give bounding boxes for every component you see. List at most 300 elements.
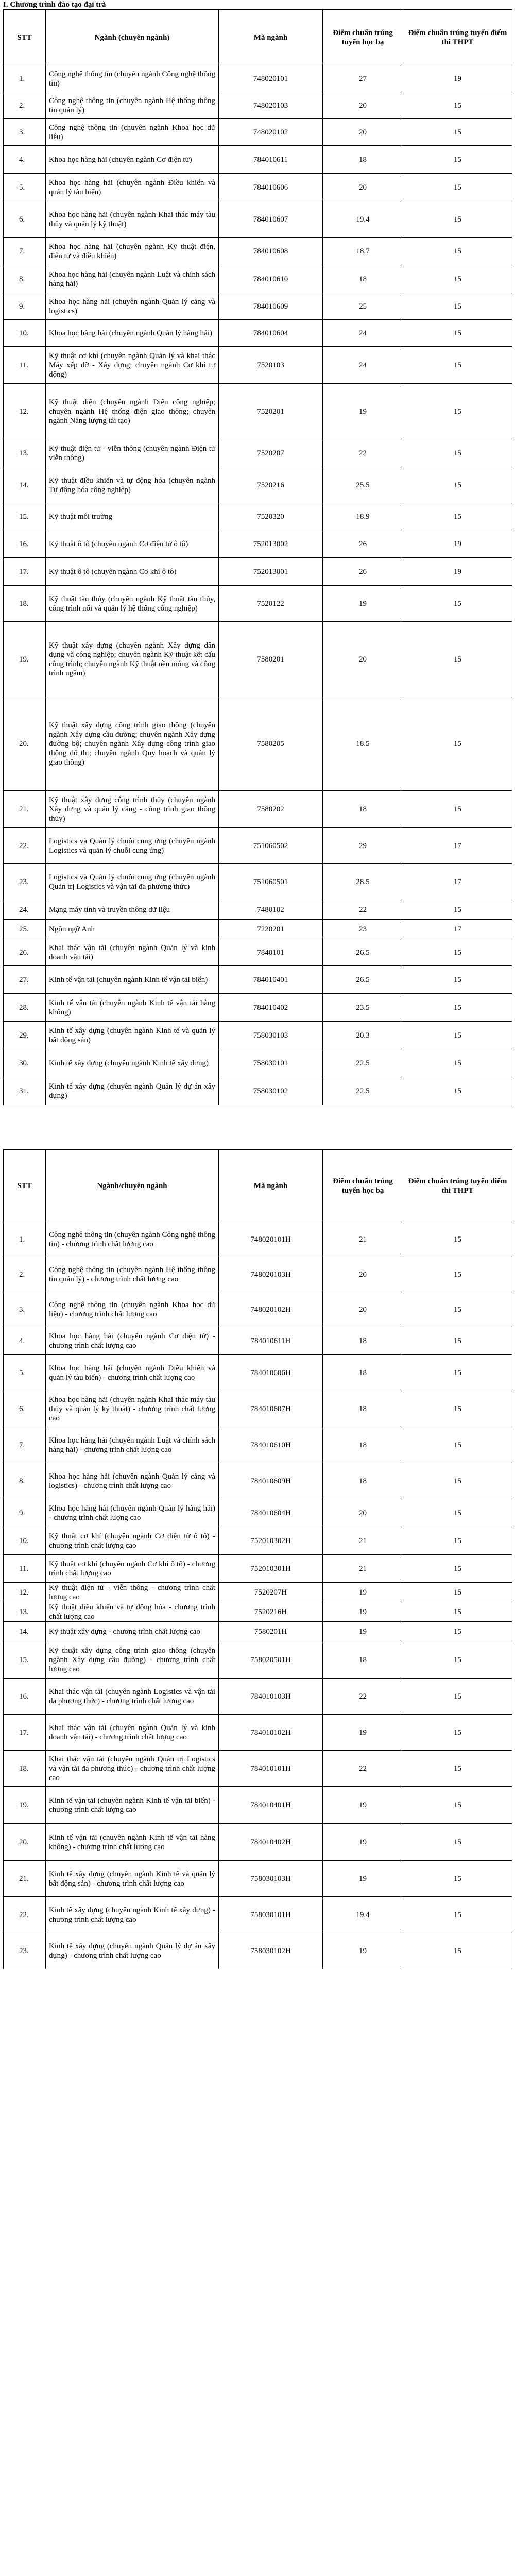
row-score-hb: 18.5 [323,697,403,791]
table-row [4,530,512,558]
row-code: 784010607 [219,201,323,238]
row-stt: 13. [4,1602,46,1622]
row-stt: 2. [4,92,46,119]
table-row [4,791,512,828]
row-score-thpt: 15 [403,1049,512,1077]
admission-table-standard [3,9,512,1105]
row-score-thpt: 19 [403,65,512,92]
row-score-hb: 18 [323,1641,403,1679]
row-score-thpt: 15 [403,1077,512,1105]
row-score-hb: 20 [323,1499,403,1527]
row-major: Kỹ thuật ô tô (chuyên ngành Cơ khí ô tô) [46,558,219,586]
row-score-thpt: 17 [403,920,512,939]
row-major: Công nghệ thông tin (chuyên ngành Công nghệ thông tin) [46,65,219,92]
row-stt: 27. [4,966,46,994]
row-code: 784010606H [219,1355,323,1391]
row-score-hb: 22.5 [323,1077,403,1105]
row-score-thpt: 15 [403,1751,512,1787]
row-score-thpt: 15 [403,1022,512,1049]
row-stt: 15. [4,503,46,530]
table-row [4,864,512,900]
row-stt: 15. [4,1641,46,1679]
col-header-code: Mã ngành [219,10,323,65]
row-score-thpt: 15 [403,1641,512,1679]
row-stt: 18. [4,586,46,622]
table-row [4,586,512,622]
row-code: 752013001 [219,558,323,586]
row-score-thpt: 15 [403,503,512,530]
row-code: 7520320 [219,503,323,530]
table-row [4,939,512,966]
row-stt: 9. [4,293,46,320]
row-code: 784010610 [219,265,323,293]
table-row [4,1715,512,1751]
row-major: Khoa học hàng hải (chuyên ngành Điều khiển và quản lý tàu biển) [46,174,219,201]
row-score-thpt: 15 [403,1933,512,1969]
row-score-thpt: 15 [403,1622,512,1641]
row-score-hb: 29 [323,828,403,864]
row-score-thpt: 15 [403,1292,512,1327]
row-score-hb: 18.7 [323,238,403,265]
row-major: Kỹ thuật xây dựng công trình giao thông (chuyên ngành Xây dựng cầu đường) - chương trình chất lượng cao [46,1641,219,1679]
col-header-major: Ngành (chuyên ngành) [46,10,219,65]
row-code: 751060502 [219,828,323,864]
table-row [4,320,512,347]
row-stt: 10. [4,1527,46,1555]
row-code: 784010609 [219,293,323,320]
table-header-row [4,10,512,65]
row-stt: 5. [4,1355,46,1391]
row-score-hb: 19 [323,384,403,439]
row-score-hb: 19 [323,1602,403,1622]
row-code: 748020102 [219,119,323,146]
row-score-hb: 24 [323,320,403,347]
row-major: Kinh tế xây dựng (chuyên ngành Quản lý dự án xây dựng) - chương trình chất lượng cao [46,1933,219,1969]
row-code: 784010609H [219,1463,323,1499]
row-code: 784010103H [219,1679,323,1715]
row-major: Khoa học hàng hải (chuyên ngành Cơ điện tử) [46,146,219,174]
row-major: Công nghệ thông tin (chuyên ngành Khoa học dữ liệu) [46,119,219,146]
row-score-thpt: 15 [403,939,512,966]
table-row [4,622,512,697]
row-code: 748020101 [219,65,323,92]
row-score-thpt: 15 [403,1257,512,1292]
row-code: 752013002 [219,530,323,558]
row-stt: 23. [4,1933,46,1969]
row-stt: 7. [4,1427,46,1463]
row-score-thpt: 15 [403,622,512,697]
table-row [4,1527,512,1555]
row-score-thpt: 15 [403,1555,512,1583]
row-score-hb: 20.3 [323,1022,403,1049]
row-code: 7580201 [219,622,323,697]
row-score-thpt: 17 [403,828,512,864]
row-score-thpt: 19 [403,530,512,558]
row-code: 784010102H [219,1715,323,1751]
row-score-hb: 22 [323,439,403,467]
row-major: Kỹ thuật xây dựng - chương trình chất lượng cao [46,1622,219,1641]
row-major: Khoa học hàng hải (chuyên ngành Quản lý hàng hải) - chương trình chất lượng cao [46,1499,219,1527]
row-major: Kinh tế vận tải (chuyên ngành Kinh tế vận tải hàng không) [46,994,219,1022]
row-score-hb: 20 [323,1292,403,1327]
table-row [4,293,512,320]
row-stt: 2. [4,1257,46,1292]
table-row [4,1499,512,1527]
row-score-hb: 26 [323,558,403,586]
row-major: Khoa học hàng hải (chuyên ngành Khai thác máy tàu thủy và quản lý kỹ thuật) - chương trình chất lượng cao [46,1391,219,1427]
row-code: 784010610H [219,1427,323,1463]
row-code: 7480102 [219,900,323,920]
row-major: Kỹ thuật xây dựng công trình giao thông (chuyên ngành Xây dựng cầu đường; chuyên ngành Xây dựng đường bộ; chuyên ngành Xây dựng công trình giao thông đô thị; chuyên ngành Quy hoạch và quản lý giao thông) [46,697,219,791]
table-row [4,1022,512,1049]
row-stt: 14. [4,1622,46,1641]
row-major: Kỹ thuật điều khiển và tự động hóa (chuyên ngành Tự động hóa công nghiệp) [46,467,219,503]
row-major: Kỹ thuật điều khiển và tự động hóa - chương trình chất lượng cao [46,1602,219,1622]
row-score-hb: 26.5 [323,939,403,966]
row-code: 7520216 [219,467,323,503]
row-major: Khoa học hàng hải (chuyên ngành Quản lý cảng và logistics) [46,293,219,320]
table-row [4,174,512,201]
row-code: 784010608 [219,238,323,265]
row-major: Logistics và Quản lý chuỗi cung ứng (chuyên ngành Logistics và quản lý chuỗi cung ứng) [46,828,219,864]
table-row [4,265,512,293]
row-code: 758030101 [219,1049,323,1077]
row-code: 758030102H [219,1933,323,1969]
row-code: 758030103 [219,1022,323,1049]
row-code: 784010607H [219,1391,323,1427]
row-code: 748020103 [219,92,323,119]
row-score-hb: 18 [323,1427,403,1463]
row-stt: 25. [4,920,46,939]
row-score-hb: 18 [323,1355,403,1391]
row-stt: 16. [4,1679,46,1715]
row-stt: 26. [4,939,46,966]
row-stt: 22. [4,828,46,864]
row-score-thpt: 15 [403,1679,512,1715]
row-score-thpt: 15 [403,174,512,201]
table-row [4,1222,512,1257]
row-score-hb: 18 [323,146,403,174]
row-major: Khoa học hàng hải (chuyên ngành Quản lý cảng và logistics) - chương trình chất lượng cao [46,1463,219,1499]
table-row [4,1583,512,1602]
row-score-hb: 18.9 [323,503,403,530]
row-major: Ngôn ngữ Anh [46,920,219,939]
row-code: 758030103H [219,1861,323,1897]
table-row [4,1257,512,1292]
row-major: Kỹ thuật điện tử - viễn thông - chương trình chất lượng cao [46,1583,219,1602]
row-major: Kỹ thuật ô tô (chuyên ngành Cơ điện tử ô tô) [46,530,219,558]
row-score-thpt: 15 [403,1427,512,1463]
row-score-thpt: 15 [403,92,512,119]
row-major: Kinh tế xây dựng (chuyên ngành Kinh tế và quản lý bất động sản) - chương trình chất lượng cao [46,1861,219,1897]
row-stt: 28. [4,994,46,1022]
table-row [4,1751,512,1787]
row-score-hb: 20 [323,1257,403,1292]
row-score-hb: 18 [323,265,403,293]
table-header-row [4,1150,512,1222]
row-score-thpt: 17 [403,864,512,900]
row-code: 7520122 [219,586,323,622]
row-stt: 1. [4,1222,46,1257]
table-row [4,146,512,174]
table-row [4,1602,512,1622]
row-score-thpt: 15 [403,1463,512,1499]
table-row [4,966,512,994]
row-score-hb: 20 [323,119,403,146]
table-row [4,697,512,791]
row-stt: 23. [4,864,46,900]
table-row [4,920,512,939]
row-major: Kỹ thuật điện tử - viễn thông (chuyên ngành Điện tử viễn thông) [46,439,219,467]
row-major: Kinh tế vận tải (chuyên ngành Kinh tế vận tải biển) - chương trình chất lượng cao [46,1787,219,1824]
row-code: 784010606 [219,174,323,201]
row-stt: 8. [4,265,46,293]
row-code: 784010402 [219,994,323,1022]
row-major: Khai thác vận tải (chuyên ngành Quản lý và kinh doanh vận tải) [46,939,219,966]
row-major: Kỹ thuật xây dựng công trình thủy (chuyên ngành Xây dựng và quản lý cảng - công trình giao thông thủy) [46,791,219,828]
row-major: Khoa học hàng hải (chuyên ngành Luật và chính sách hàng hải) [46,265,219,293]
row-major: Kinh tế xây dựng (chuyên ngành Quản lý dự án xây dựng) [46,1077,219,1105]
row-major: Mạng máy tính và truyền thông dữ liệu [46,900,219,920]
row-score-thpt: 15 [403,1602,512,1622]
row-stt: 6. [4,201,46,238]
row-score-thpt: 15 [403,1897,512,1933]
row-score-hb: 20 [323,174,403,201]
row-score-hb: 25 [323,293,403,320]
row-stt: 31. [4,1077,46,1105]
row-score-hb: 19.4 [323,201,403,238]
row-code: 784010401 [219,966,323,994]
row-code: 7520207H [219,1583,323,1602]
row-stt: 6. [4,1391,46,1427]
row-stt: 17. [4,1715,46,1751]
row-stt: 3. [4,119,46,146]
table-row [4,503,512,530]
table-row [4,1861,512,1897]
row-score-hb: 19 [323,1715,403,1751]
row-score-hb: 24 [323,347,403,384]
row-stt: 11. [4,1555,46,1583]
table-row [4,92,512,119]
row-score-hb: 19 [323,1787,403,1824]
row-stt: 29. [4,1022,46,1049]
table-row [4,439,512,467]
row-code: 751060501 [219,864,323,900]
row-score-hb: 18 [323,1463,403,1499]
row-score-hb: 18 [323,1391,403,1427]
col-header-code: Mã ngành [219,1150,323,1222]
row-score-hb: 21 [323,1555,403,1583]
table-row [4,1463,512,1499]
table-row [4,1897,512,1933]
row-major: Khoa học hàng hải (chuyên ngành Kỹ thuật điện, điện tử và điều khiển) [46,238,219,265]
col-header-score-thpt: Điểm chuẩn trúng tuyển điểm thi THPT [403,1150,512,1222]
table-row [4,1622,512,1641]
table-row [4,1641,512,1679]
row-code: 784010402H [219,1824,323,1861]
row-score-hb: 19 [323,586,403,622]
row-code: 7520216H [219,1602,323,1622]
row-major: Kinh tế xây dựng (chuyên ngành Kinh tế xây dựng) - chương trình chất lượng cao [46,1897,219,1933]
col-header-stt: STT [4,1150,46,1222]
row-major: Kinh tế vận tải (chuyên ngành Kinh tế vận tải hàng không) - chương trình chất lượng cao [46,1824,219,1861]
row-score-hb: 22 [323,1679,403,1715]
row-score-hb: 19.4 [323,1897,403,1933]
row-score-hb: 19 [323,1824,403,1861]
row-major: Kỹ thuật môi trường [46,503,219,530]
row-score-hb: 20 [323,622,403,697]
row-score-hb: 22 [323,1751,403,1787]
row-stt: 22. [4,1897,46,1933]
row-major: Kinh tế xây dựng (chuyên ngành Kinh tế và quản lý bất động sản) [46,1022,219,1049]
table-row [4,900,512,920]
row-score-thpt: 15 [403,1583,512,1602]
row-score-hb: 27 [323,65,403,92]
table-row [4,119,512,146]
row-major: Công nghệ thông tin (chuyên ngành Công nghệ thông tin) - chương trình chất lượng cao [46,1222,219,1257]
table-row [4,558,512,586]
row-score-hb: 26 [323,530,403,558]
row-stt: 16. [4,530,46,558]
row-score-thpt: 15 [403,1222,512,1257]
table-row [4,1077,512,1105]
row-major: Khai thác vận tải (chuyên ngành Quản lý và kinh doanh vận tải) - chương trình chất lượng cao [46,1715,219,1751]
row-score-thpt: 15 [403,1355,512,1391]
row-code: 7220201 [219,920,323,939]
row-score-hb: 20 [323,92,403,119]
row-code: 7520201 [219,384,323,439]
table-row [4,1327,512,1355]
table-row [4,1787,512,1824]
col-header-score-hb: Điểm chuẩn trúng tuyển học bạ [323,1150,403,1222]
row-stt: 4. [4,1327,46,1355]
row-score-hb: 19 [323,1583,403,1602]
row-score-hb: 22 [323,900,403,920]
row-score-hb: 19 [323,1933,403,1969]
row-score-hb: 22.5 [323,1049,403,1077]
row-major: Khoa học hàng hải (chuyên ngành Luật và chính sách hàng hải) - chương trình chất lượng cao [46,1427,219,1463]
row-score-thpt: 15 [403,146,512,174]
row-code: 7580202 [219,791,323,828]
row-score-thpt: 15 [403,1861,512,1897]
row-score-thpt: 15 [403,966,512,994]
row-stt: 20. [4,1824,46,1861]
row-score-thpt: 15 [403,1499,512,1527]
row-score-thpt: 15 [403,1327,512,1355]
admission-table-high-quality [3,1149,512,1969]
table-row [4,347,512,384]
table-row [4,1391,512,1427]
row-score-thpt: 15 [403,586,512,622]
table-row [4,1292,512,1327]
section-title: I. Chương trình đào tạo đại trà [3,1,106,9]
row-major: Công nghệ thông tin (chuyên ngành Hệ thống thông tin quản lý) - chương trình chất lượng cao [46,1257,219,1292]
row-major: Kỹ thuật cơ khí (chuyên ngành Cơ khí ô tô) - chương trình chất lượng cao [46,1555,219,1583]
row-stt: 20. [4,697,46,791]
row-stt: 8. [4,1463,46,1499]
col-header-score-thpt: Điểm chuẩn trúng tuyển điểm thi THPT [403,10,512,65]
row-code: 752010301H [219,1555,323,1583]
row-score-thpt: 15 [403,265,512,293]
row-major: Khoa học hàng hải (chuyên ngành Cơ điện tử) - chương trình chất lượng cao [46,1327,219,1355]
row-code: 748020101H [219,1222,323,1257]
row-code: 784010101H [219,1751,323,1787]
row-stt: 4. [4,146,46,174]
row-code: 752010302H [219,1527,323,1555]
row-score-thpt: 15 [403,1824,512,1861]
row-major: Kỹ thuật tàu thủy (chuyên ngành Kỹ thuật tàu thủy, công trình nổi và quản lý hệ thống công nghiệp) [46,586,219,622]
row-stt: 11. [4,347,46,384]
row-code: 784010611H [219,1327,323,1355]
row-score-thpt: 15 [403,439,512,467]
row-stt: 12. [4,1583,46,1602]
row-score-hb: 18 [323,791,403,828]
row-score-thpt: 15 [403,1787,512,1824]
table-row [4,1824,512,1861]
row-score-hb: 25.5 [323,467,403,503]
table-row [4,238,512,265]
row-stt: 7. [4,238,46,265]
table-row [4,1933,512,1969]
table-row [4,1049,512,1077]
row-stt: 24. [4,900,46,920]
row-major: Kỹ thuật cơ khí (chuyên ngành Quản lý và khai thác Máy xếp dỡ - Xây dựng; chuyên ngành Cơ khí tự động) [46,347,219,384]
row-code: 7580205 [219,697,323,791]
row-score-thpt: 15 [403,791,512,828]
row-major: Logistics và Quản lý chuỗi cung ứng (chuyên ngành Quản trị Logistics và vận tải đa phương thức) [46,864,219,900]
row-score-hb: 26.5 [323,966,403,994]
row-score-thpt: 15 [403,1527,512,1555]
row-code: 784010611 [219,146,323,174]
row-stt: 21. [4,791,46,828]
row-stt: 5. [4,174,46,201]
row-score-thpt: 15 [403,384,512,439]
row-score-hb: 19 [323,1622,403,1641]
row-score-thpt: 15 [403,994,512,1022]
row-score-thpt: 15 [403,201,512,238]
table-row [4,1555,512,1583]
row-major: Khai thác vận tải (chuyên ngành Quản trị Logistics và vận tải đa phương thức) - chương trình chất lượng cao [46,1751,219,1787]
table-row [4,994,512,1022]
row-score-thpt: 15 [403,1391,512,1427]
table-row [4,467,512,503]
row-stt: 9. [4,1499,46,1527]
row-major: Công nghệ thông tin (chuyên ngành Hệ thống thông tin quản lý) [46,92,219,119]
row-score-thpt: 15 [403,900,512,920]
row-code: 748020102H [219,1292,323,1327]
row-score-hb: 23.5 [323,994,403,1022]
row-score-thpt: 15 [403,320,512,347]
row-stt: 10. [4,320,46,347]
row-stt: 18. [4,1751,46,1787]
row-stt: 19. [4,1787,46,1824]
row-code: 784010604 [219,320,323,347]
row-stt: 12. [4,384,46,439]
table-row [4,65,512,92]
row-major: Kinh tế xây dựng (chuyên ngành Kinh tế xây dựng) [46,1049,219,1077]
row-score-thpt: 15 [403,293,512,320]
row-major: Khoa học hàng hải (chuyên ngành Điều khiển và quản lý tàu biển) - chương trình chất lượng cao [46,1355,219,1391]
col-header-major: Ngành/chuyên ngành [46,1150,219,1222]
row-score-thpt: 15 [403,1715,512,1751]
row-score-hb: 19 [323,1861,403,1897]
row-score-hb: 21 [323,1527,403,1555]
row-stt: 14. [4,467,46,503]
row-code: 7580201H [219,1622,323,1641]
row-major: Kỹ thuật cơ khí (chuyên ngành Cơ điện tử ô tô) - chương trình chất lượng cao [46,1527,219,1555]
row-score-thpt: 15 [403,347,512,384]
table-row [4,828,512,864]
